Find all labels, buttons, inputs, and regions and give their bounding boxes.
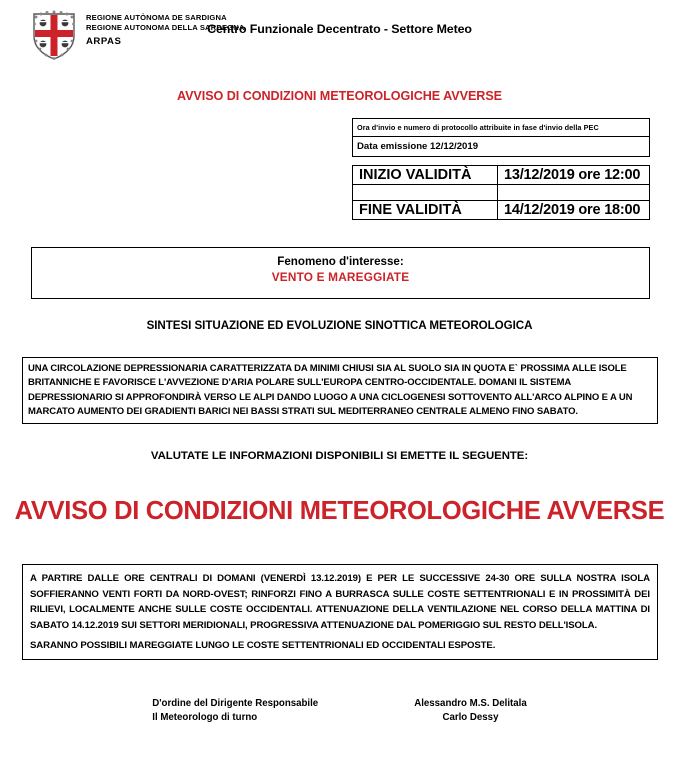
page-header (0, 0, 679, 62)
signature-name-column (414, 697, 527, 725)
synoptic-summary-text: UNA CIRCOLAZIONE DEPRESSIONARIA CARATTERIZZATA DA MINIMI CHIUSI SIA AL SUOLO SIA IN QUOTA E` PROSSIMA ALLE ISOLE BRITANNICHE E FAVORISCE L'AVVEZIONE D'ARIA POLARE SULL'EUROPA CENTRO-OCCIDENTALE. DOMANI IL SISTEMA DEPRESSIONARIO SI APPROFONDIRÀ VERSO LE ALPI DANDO LUOGO A UNA CICLOGENESI SOTTOVENTO ALL'ARCO ALPINO E A UN MARCATO AUMENTO DEI GRADIENTI BARICI NEI BASSI STRATI SUL MEDITERRANEO CENTRALE ALMENO FINO SABATO. (28, 363, 633, 418)
phenomenon-value: VENTO E MAREGGIATE (271, 270, 410, 284)
evaluation-statement: VALUTATE LE INFORMAZIONI DISPONIBILI SI EMETTE IL SEGUENTE: (150, 450, 529, 462)
document-subtitle: AVVISO DI CONDIZIONI METEOROLOGICHE AVVERSE (176, 89, 503, 103)
phenomenon-label: Fenomeno d'interesse: (277, 255, 404, 268)
validity-blank-value (498, 185, 650, 201)
forecast-paragraph-1: A PARTIRE DALLE ORE CENTRALI DI DOMANI (VENERDÌ 13.12.2019) E PER LE SUCCESSIVE 24-30 ORE SULLA NOSTRA ISOLA SOFFIERANNO VENTI FORTI DA NORD-OVEST; RINFORZI FINO A BURRASCA SULLE COSTE SETTENTRIONALI E IN PROSSIMITÀ DEI RILIEVI, LOCALMENTE ANCHE SULLE COSTE OCCIDENTALI. ATTENUAZIONE DELLA VENTILAZIONE NEL CORSO DELLA MATTINA DI SABATO 14.12.2019 SUI SETTORI MERIDIONALI, PROGRESSIVA ATTENUAZIONE DAL POMERIGGIO SUL RESTO DELL'ISOLA. (30, 573, 650, 631)
table-row (353, 201, 650, 220)
table-row (353, 166, 650, 185)
synthesis-heading: SINTESI SITUAZIONE ED EVOLUZIONE SINOTTICA METEOROLOGICA (146, 319, 533, 332)
table-row (353, 119, 650, 137)
signature-role-line-2: Il Meteorologo di turno (152, 712, 258, 724)
table-row (353, 185, 650, 201)
validity-start-label: INIZIO VALIDITÀ (353, 166, 498, 185)
validity-blank-label (353, 185, 498, 201)
emission-date-cell: Data emissione 12/12/2019 (353, 137, 650, 157)
validity-start-value: 13/12/2019 ore 12:00 (498, 166, 650, 185)
signature-role-column (152, 697, 318, 725)
main-alert-headline: AVVISO DI CONDIZIONI METEOROLOGICHE AVVERSE (14, 497, 665, 525)
header-center-title: Centro Funzionale Decentrato - Settore Meteo (207, 22, 472, 36)
signature-role-line-1: D'ordine del Dirigente Responsabile (152, 698, 319, 709)
forecast-paragraph-2: SARANNO POSSIBILI MAREGGIATE LUNGO LE COSTE SETTENTRIONALI ED OCCIDENTALI ESPOSTE. (30, 640, 496, 652)
org-name-sardinian: REGIONE AUTÒNOMA DE SARDIGNA (86, 13, 227, 22)
synoptic-summary-box (22, 357, 658, 424)
org-name-arpas: ARPAS (86, 35, 122, 47)
table-row (353, 137, 650, 157)
signature-name-line-1: Alessandro M.S. Delitala (414, 698, 527, 709)
emission-info-table (352, 118, 650, 157)
org-name-italian: REGIONE AUTONOMA DELLA SARDEGNA (86, 23, 245, 33)
pec-note-cell: Ora d'invio e numero di protocollo attribuite in fase d'invio della PEC (353, 119, 650, 137)
signature-block (0, 697, 679, 725)
validity-end-value: 14/12/2019 ore 18:00 (498, 201, 650, 220)
signature-name-line-2: Carlo Dessy (442, 712, 499, 724)
validity-table (352, 165, 650, 220)
phenomenon-box (31, 247, 650, 299)
validity-end-label: FINE VALIDITÀ (353, 201, 498, 220)
forecast-detail-box (22, 564, 658, 660)
